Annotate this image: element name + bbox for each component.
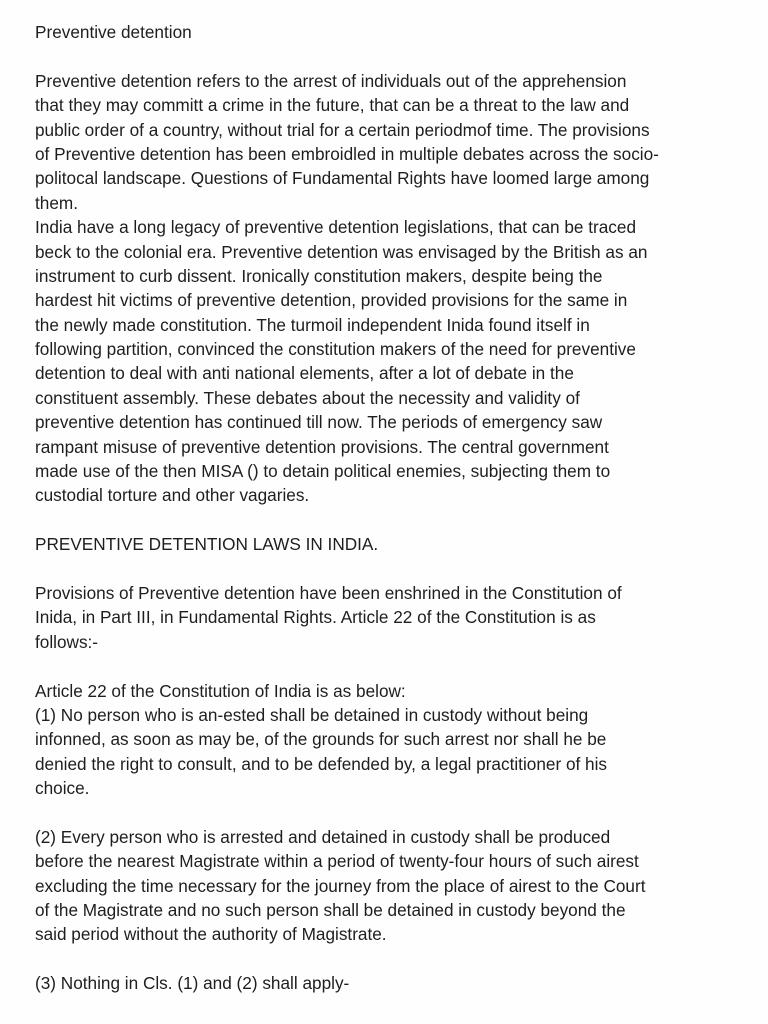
intro-paragraph-2 [35,215,738,508]
article-clause-2 [35,825,738,947]
article-clause-1 [35,703,738,801]
text-line: hardest hit victims of preventive detention, provided provisions for the same in [35,290,628,311]
text-line: constituent assembly. These debates about the necessity and validity of [35,387,580,408]
text-line: them. [35,192,78,213]
text-line: denied the right to consult, and to be defended by, a legal practitioner of his [35,753,608,774]
document-title: Preventive detention [35,22,192,42]
paragraph-gap [35,654,738,678]
text-line: custodial torture and other vagaries. [35,485,310,506]
paragraph-gap [35,44,738,68]
text-line: of Preventive detention has been embroidled in multiple debates across the socio- [35,143,659,164]
intro-paragraph-1 [35,69,738,215]
text-line: India have a long legacy of preventive detention legislations, that can be traced [35,217,637,238]
text-line: detention to deal with anti national elements, after a lot of debate in the [35,363,574,384]
text-line: the newly made constitution. The turmoil independent Inida found itself in [35,314,590,335]
article-clause-3: (3) Nothing in Cls. (1) and (2) shall apply- [35,973,350,994]
text-line: preventive detention has continued till now. The periods of emergency saw [35,412,603,433]
text-line: Provisions of Preventive detention have been enshrined in the Constitution of [35,582,622,603]
text-line: of the Magistrate and no such person shall be detained in custody beyond the [35,900,626,921]
text-line: rampant misuse of preventive detention provisions. The central government [35,436,609,457]
text-line: beck to the colonial era. Preventive detention was envisaged by the British as an [35,241,648,262]
paragraph-gap [35,557,738,581]
article-intro: Article 22 of the Constitution of India is as below: [35,680,406,701]
text-line: made use of the then MISA () to detain political enemies, subjecting them to [35,461,611,482]
text-line: excluding the time necessary for the journey from the place of airest to the Court [35,875,646,896]
paragraph-gap [35,508,738,532]
paragraph-gap [35,947,738,971]
text-line: (1) No person who is an-ested shall be detained in custody without being [35,704,589,725]
text-line: choice. [35,778,90,799]
provisions-paragraph [35,581,738,654]
text-line: public order of a country, without trial for a certain periodmof time. The provisions [35,119,650,140]
text-line: infonned, as soon as may be, of the grounds for such arrest nor shall he be [35,729,607,750]
text-line: following partition, convinced the constitution makers of the need for preventive [35,339,636,360]
paragraph-gap [35,801,738,825]
text-line: Inida, in Part III, in Fundamental Rights. Article 22 of the Constitution is as [35,607,596,628]
text-line: Preventive detention refers to the arrest of individuals out of the apprehension [35,70,627,91]
section-heading: PREVENTIVE DETENTION LAWS IN INDIA. [35,534,379,555]
text-line: before the nearest Magistrate within a period of twenty-four hours of such airest [35,851,639,872]
text-line: instrument to curb dissent. Ironically constitution makers, despite being the [35,265,603,286]
text-line: that they may committ a crime in the future, that can be a threat to the law and [35,95,630,116]
text-line: (2) Every person who is arrested and detained in custody shall be produced [35,826,611,847]
text-line: politocal landscape. Questions of Fundamental Rights have loomed large among [35,168,650,189]
text-line: follows:- [35,631,99,652]
text-line: said period without the authority of Magistrate. [35,924,387,945]
